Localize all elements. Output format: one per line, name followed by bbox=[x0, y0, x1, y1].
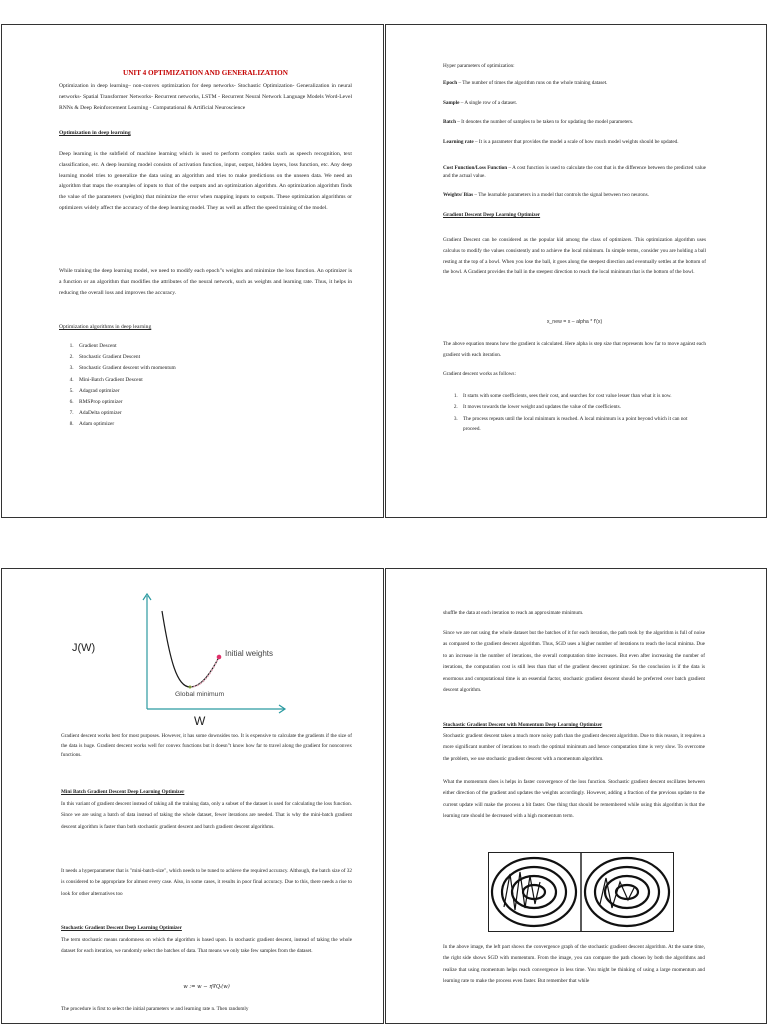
gradient-equation: x_new = x – alpha * f'(x) bbox=[546, 319, 603, 325]
document-page-4 bbox=[385, 568, 767, 1024]
paragraph-equation-explained: The above equation means how the gradient is calculated. Here alpha is step size that represents how far to move against each gradient with each iteration. bbox=[443, 341, 706, 358]
graph-y-label: J(W) bbox=[72, 642, 96, 654]
paragraph-shuffle: shuffle the data at each iteration to reach an approximate minimum. bbox=[443, 610, 584, 616]
cost-curve bbox=[162, 611, 220, 687]
hyperparameter-term: Epoch bbox=[443, 80, 458, 86]
algorithm-list-item: 3. Stochastic Gradient descent with momentum bbox=[75, 363, 352, 374]
paragraph-sgd-noise: Since we are not using the whole dataset but the batches of it for each iteration, the path took by the algorithm is full of noise as compared to the gradient descent algorithm. Thus, SGD uses a higher number of iterations to reach the local minima. Due to an increase in the number of iterations, the overall computation time increases. But even after increasing the number of iterations, the computation cost is still less than that of the gradient descent optimizer. So the conclusion is if the data is enormous and computational time is an essential factor, stochastic gradient descent should be preferred over batch gradient descent algorithm. bbox=[443, 630, 705, 694]
hyperparameter-term: Weights/ Bias bbox=[443, 192, 474, 198]
paragraph-gradient-descent: Gradient Descent can be considered as the popular kid among the class of optimizers. This optimization algorithm uses calculus to modify the values consistently and to achieve the local minimum. In simple terms, consider you are holding a ball resting at the top of a bowl. When you lose the ball, it goes along the steepest direction and eventually settles at the bottom of the bowl. A Gradient provides the ball in the steepest direction to reach the local minimum that is the bottom of the bowl. bbox=[443, 237, 706, 276]
section-heading-sgd: Stochastic Gradient Descent Deep Learning Optimizer bbox=[61, 925, 182, 931]
section-heading-optimization: Optimization in deep learning bbox=[59, 130, 131, 136]
paragraph-momentum-detail: What the momentum does is helps in faster convergence of the loss function. Stochastic gradient descent oscillates between either direction of the gradient and updates the weights accordingly. However, adding a fraction of the previous update to the current update will make the process a bit faster. One thing that should be remembered while using this algorithm is that the learning rate should be decreased with a high momentum term. bbox=[443, 779, 705, 820]
hyperparameter-term: Sample bbox=[443, 100, 460, 106]
gradient-descent-graph bbox=[62, 591, 292, 731]
paragraph-gd-downsides: Gradient descent works best for most purposes. However, it has some downsides too. It is expensive to calculate the gradients if the size of the data is huge. Gradient descent works well for convex functions but it doesn"t know how far to travel along the gradient for nonconvex functions. bbox=[61, 733, 352, 759]
hyperparameter-definition bbox=[443, 99, 706, 107]
hyperparameter-description: – The learnable parameters in a model that controls the signal between two neurons. bbox=[473, 192, 649, 198]
unit-title: UNIT 4 OPTIMIZATION AND GENERALIZATION bbox=[123, 69, 288, 77]
unit-intro: Optimization in deep learning– non-convex optimization for deep networks- Stochastic Optimization- Generalization in neural networks- Spatial Transformer Networks- Recurrent networks, LSTM - Recurrent Neural Network Language Models Word-Level RNNs & Deep Reinforcement Learning - Computational & Artificial Neuroscience bbox=[59, 83, 352, 111]
hyperparameter-term: Batch bbox=[443, 119, 456, 125]
gradient-step-item: 1. It starts with some coefficients, sees their cost, and searches for cost value lesser than what it is now. bbox=[459, 391, 706, 401]
document-page-1 bbox=[1, 24, 384, 518]
global-minimum-point bbox=[189, 686, 192, 689]
hyperparameter-description: – It is a parameter that provides the model a scale of how much model weights should be updated. bbox=[473, 139, 679, 145]
graph-x-label: W bbox=[194, 714, 206, 728]
algorithm-list-item: 4. Mini-Batch Gradient Descent bbox=[75, 375, 352, 386]
paragraph-training: While training the deep learning model, we need to modify each epoch"s weights and minimize the loss function. An optimizer is a function or an algorithm that modifies the attributes of the neural network, such as weights and learning rate. Thus, it helps in reducing the overall loss and improves the accuracy. bbox=[59, 268, 352, 296]
gradient-step-item: 3. The process repeats until the local minimum is reached. A local minimum is a point beyond which it can not proceed. bbox=[459, 414, 706, 435]
algorithm-list-item: 1. Gradient Descent bbox=[75, 341, 352, 352]
algorithm-list-item: 7. AdaDelta optimizer bbox=[75, 408, 352, 419]
hyperparameter-definition bbox=[443, 118, 706, 126]
initial-weight-point bbox=[217, 655, 222, 660]
momentum-comparison-image bbox=[488, 852, 674, 932]
paragraph-image-explanation: In the above image, the left part shows the convergence graph of the stochastic gradient descent algorithm. At the same time, the right side shows SGD with momentum. From the image, you can compare the path chosen by both the algorithms and realize that using momentum helps reach convergence in less time. You might be thinking of using a large momentum and learning rate to make the process even faster. But remember that while bbox=[443, 944, 705, 985]
hyperparameters-intro: Hyper parameters of optimization: bbox=[443, 63, 515, 69]
hyperparameter-description: – It denotes the number of samples to be taken to for updating the model parameters. bbox=[455, 119, 634, 125]
graph-initial-weights-label: Initial weights bbox=[225, 649, 274, 658]
section-heading-gradient-descent: Gradient Descent Deep Learning Optimizer bbox=[443, 212, 541, 218]
works-intro: Gradient descent works as follows: bbox=[443, 371, 516, 377]
paragraph-mini-batch: In this variant of gradient descent instead of taking all the training data, only a subset of the dataset is used for calculating the loss function. Since we are using a batch of data instead of taking the whole dataset, fewer iterations are needed. That is why the mini-batch gradient descent algorithm is faster than both stochastic gradient descent and batch gradient descent algorithms. bbox=[61, 801, 352, 830]
paragraph-momentum: Stochastic gradient descent takes a much more noisy path than the gradient descent algorithm. Due to this reason, it requires a more significant number of iterations to reach the optimal minimum and hence computation time is very slow. To overcome the problem, we use stochastic gradient descent with a momentum algorithm. bbox=[443, 733, 705, 762]
hyperparameter-description: – The number of times the algorithm runs on the whole training dataset. bbox=[457, 80, 608, 86]
hyperparameter-term: Learning rate bbox=[443, 139, 474, 145]
graph-global-minimum-label: Global minimum bbox=[175, 691, 225, 698]
paragraph-sgd: The term stochastic means randomness on which the algorithm is based upon. In stochastic gradient descent, instead of taking the whole dataset for each iteration, we randomly select the batches of data. That means we only take few samples from the dataset. bbox=[61, 937, 352, 955]
algorithm-list bbox=[59, 341, 352, 431]
hyperparameter-term: Cost Function/Loss Function bbox=[443, 165, 508, 171]
hyperparameter-definition bbox=[443, 138, 706, 146]
algorithm-list-item: 8. Adam optimizer bbox=[75, 419, 352, 430]
section-heading-mini-batch: Mini Batch Gradient Descent Deep Learning Optimizer bbox=[61, 789, 185, 795]
hyperparameter-definition bbox=[443, 79, 706, 87]
hyperparameter-description: – A cost function is used to calculate the cost that is the difference between the predicted value and the actual value. bbox=[443, 165, 706, 179]
paragraph-deep-learning: Deep learning is the subfield of machine learning which is used to perform complex tasks such as speech recognition, text classification, etc. A deep learning model consists of activation function, input, output, hidden layers, loss function, etc. Any deep learning model tries to generalize the data using an algorithm and tries to make predictions on the unseen data. We need an algorithm that maps the examples of inputs to that of the outputs and an optimization algorithm. An optimization algorithm finds the value of the parameters (weights) that minimize the error when mapping inputs to outputs. These optimization algorithms or optimizers widely affect the accuracy of the deep learning model. They as well as affect the speed training of the model. bbox=[59, 151, 352, 211]
algorithm-list-item: 5. Adagrad optimizer bbox=[75, 386, 352, 397]
document-page-3 bbox=[1, 568, 384, 1024]
hyperparameter-description: – A single row of a dataset. bbox=[459, 100, 518, 106]
algorithm-list-item: 2. Stochastic Gradient Descent bbox=[75, 352, 352, 363]
document-page-2 bbox=[385, 24, 767, 518]
gradient-step-item: 2. It moves towards the lower weight and updates the value of the coefficients. bbox=[459, 402, 706, 412]
list-heading-algorithms: Optimization algorithms in deep learning bbox=[59, 324, 152, 330]
paragraph-mini-batch-size: It needs a hyperparameter that is "mini-batch-size", which needs to be tuned to achieve the required accuracy. Although, the batch size of 32 is considered to be appropriate for almost every case. Also, in some cases, it results in poor final accuracy. Due to this, there needs a rise to look for other alternatives too bbox=[61, 868, 352, 897]
algorithm-list-item: 6. RMSProp optimizer bbox=[75, 397, 352, 408]
hyperparameter-definition bbox=[443, 191, 706, 199]
paragraph-sgd-procedure: The procedure is first to select the initial parameters w and learning rate n. Then randomly bbox=[61, 1006, 249, 1012]
hyperparameter-definition bbox=[443, 164, 706, 180]
sgd-equation: w := w − η∇Qᵢ(w) bbox=[183, 984, 230, 990]
gradient-steps-list bbox=[443, 391, 706, 436]
descent-path bbox=[190, 659, 218, 687]
section-heading-momentum: Stochastic Gradient Descent with Momentum Deep Learning Optimizer bbox=[443, 722, 603, 728]
